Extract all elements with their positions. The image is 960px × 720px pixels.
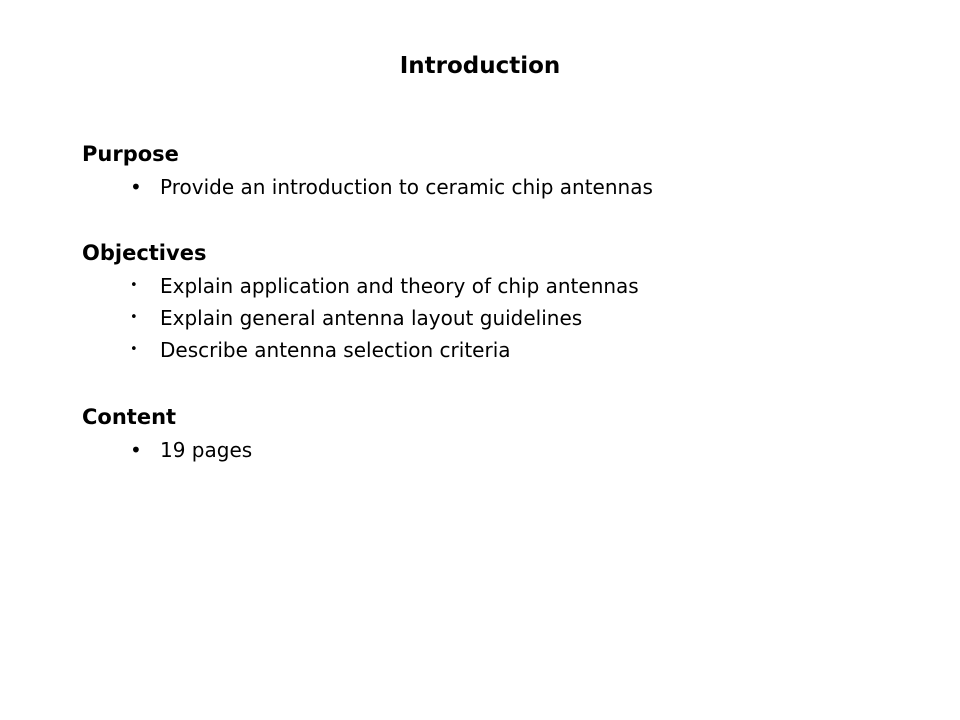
list-item-text: 19 pages — [160, 438, 253, 462]
bullet-icon: • — [130, 438, 142, 462]
section-content — [82, 402, 882, 466]
content-list — [82, 432, 882, 466]
bullet-icon: • — [130, 342, 138, 357]
section-heading-objectives: Objectives — [82, 241, 207, 265]
list-item — [82, 270, 882, 302]
bullet-icon: • — [130, 278, 138, 293]
slide-title: Introduction — [399, 53, 561, 79]
list-item-text: Explain general antenna layout guidelines — [160, 306, 583, 330]
section-purpose — [82, 139, 882, 203]
purpose-list — [82, 169, 882, 203]
section-objectives — [82, 238, 882, 366]
list-item-text: Describe antenna selection criteria — [160, 338, 511, 362]
section-heading-content: Content — [82, 405, 177, 429]
objectives-list — [82, 268, 882, 366]
list-item-text: Explain application and theory of chip antennas — [160, 274, 639, 298]
list-item-text: Provide an introduction to ceramic chip antennas — [160, 175, 653, 199]
list-item — [82, 302, 882, 334]
list-item — [82, 171, 882, 203]
bullet-icon: • — [130, 310, 138, 325]
section-heading-purpose: Purpose — [82, 142, 179, 166]
list-item — [82, 334, 882, 366]
bullet-icon: • — [130, 175, 142, 199]
list-item — [82, 434, 882, 466]
